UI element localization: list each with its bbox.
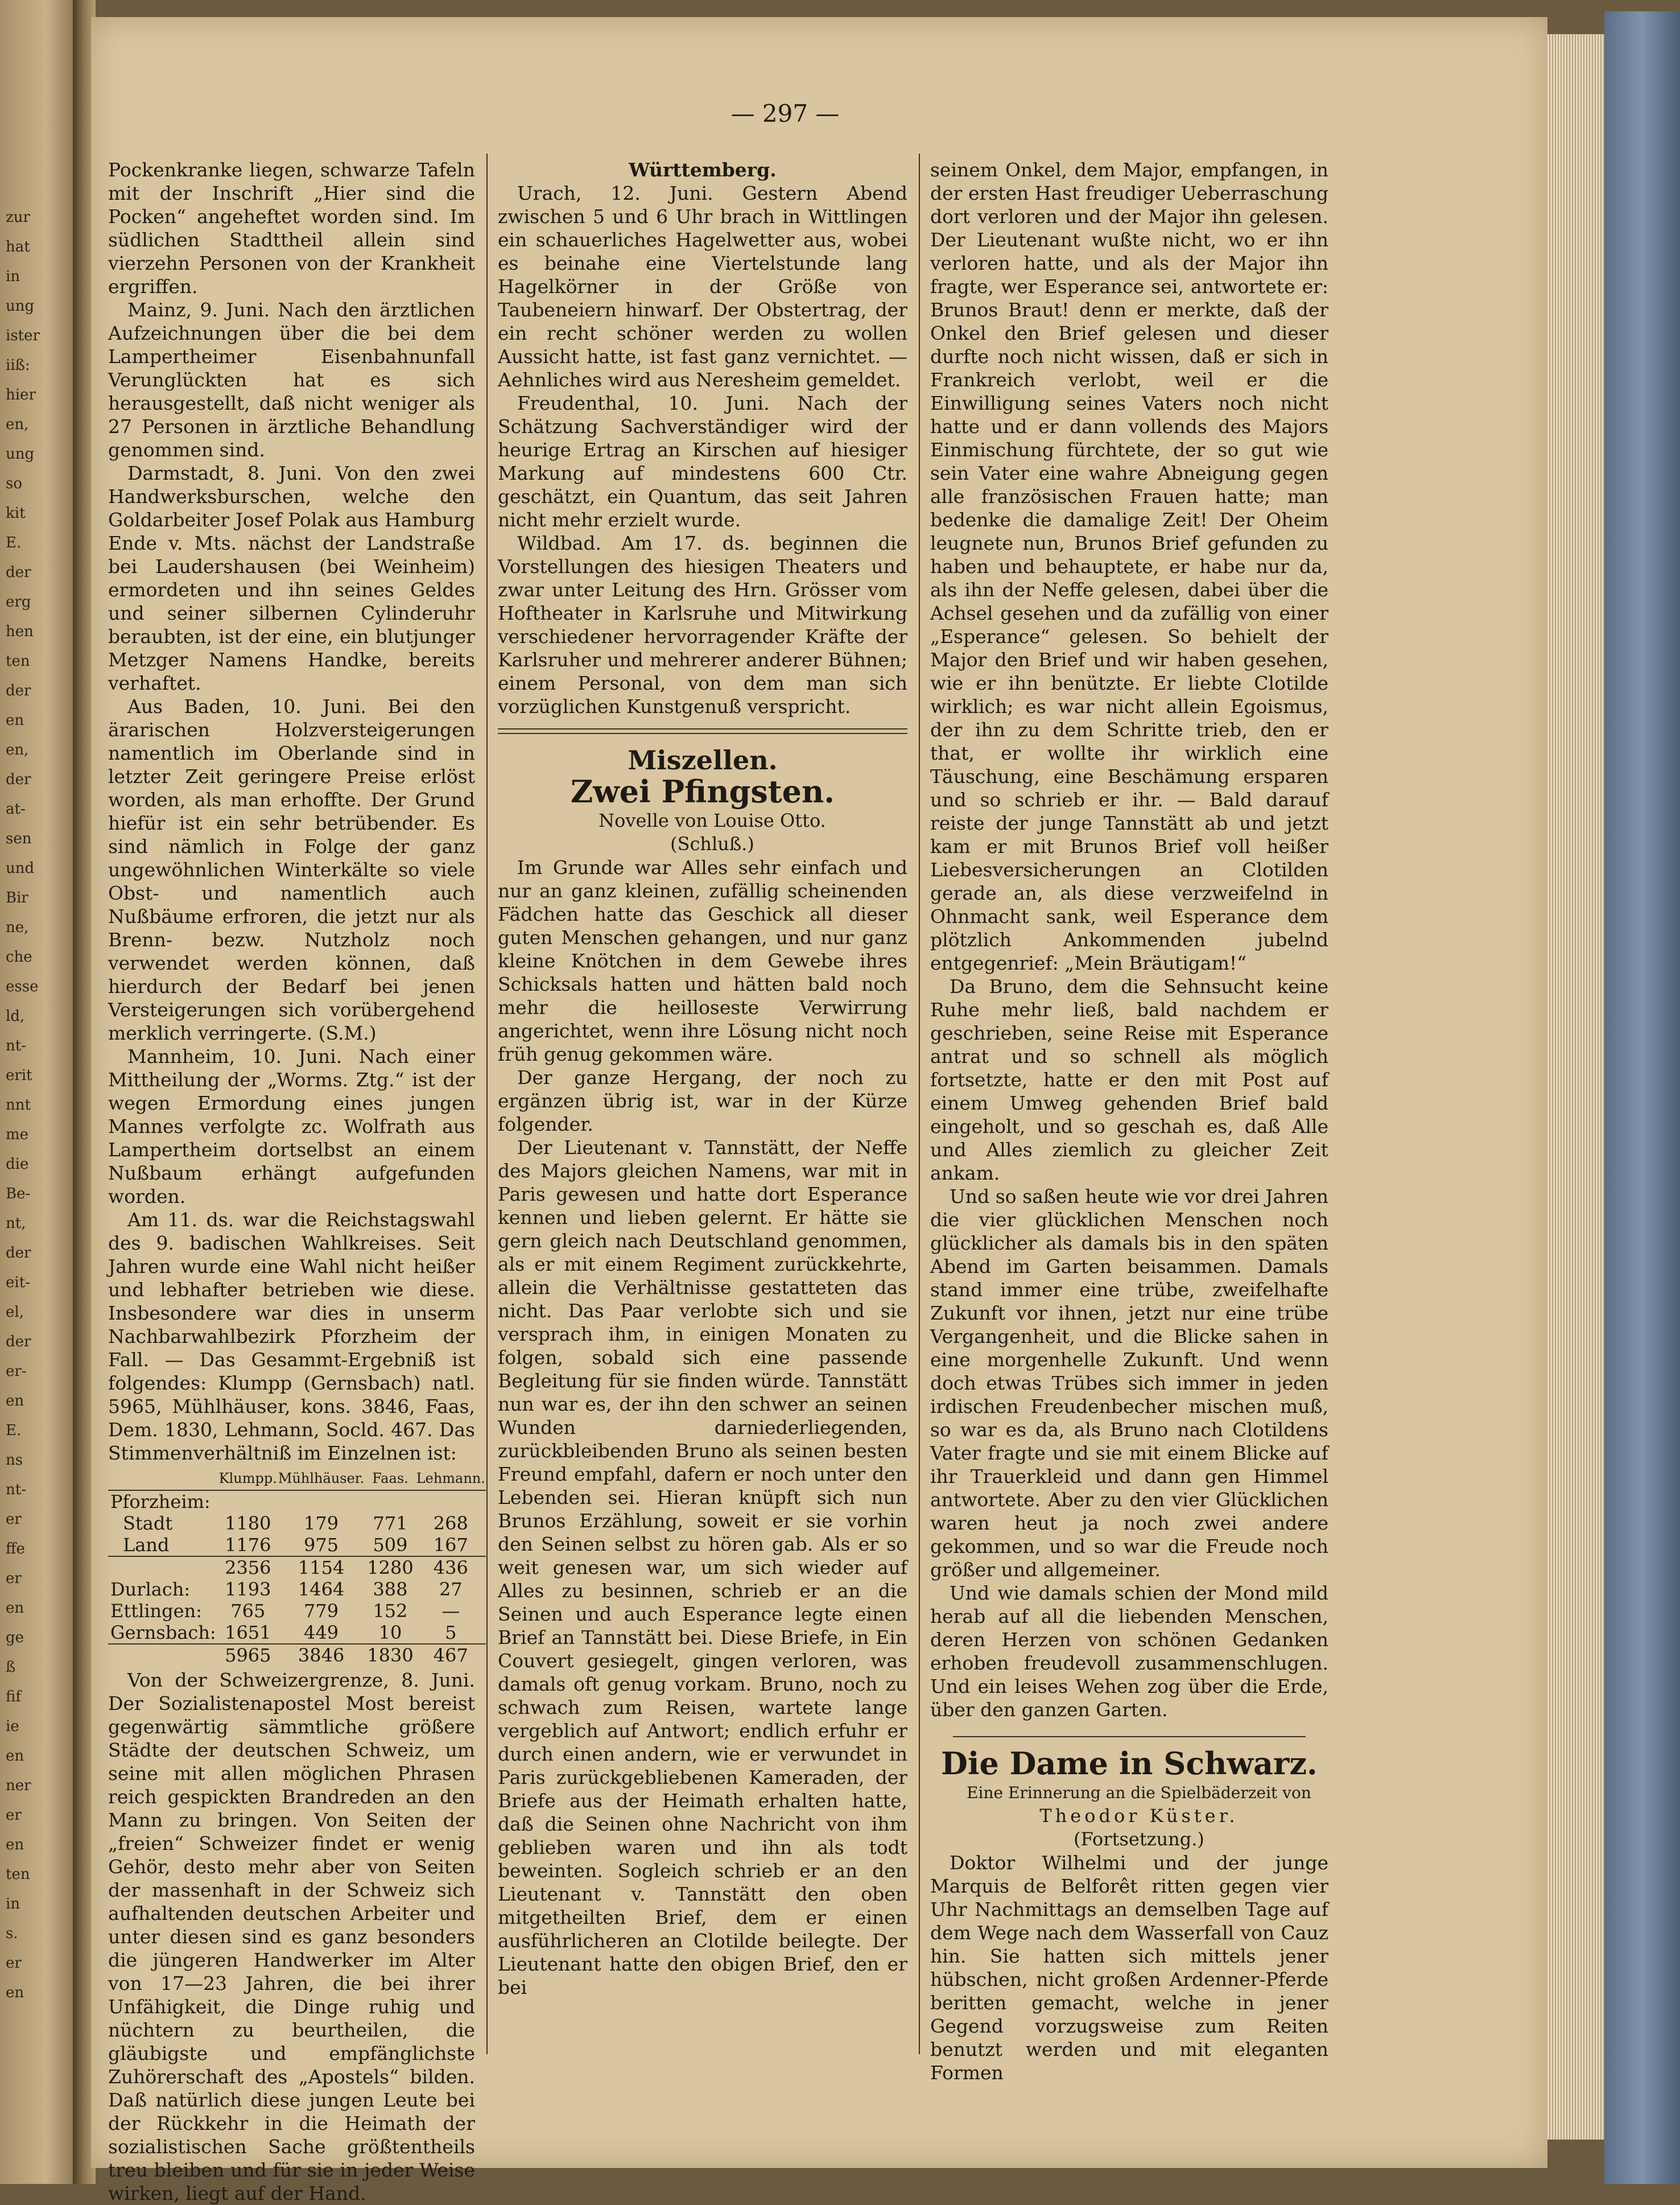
story-note: (Fortsetzung.) [1074, 1828, 1204, 1850]
margin-fragment: ld, [6, 1008, 25, 1025]
table-row-subtotal [108, 1556, 486, 1578]
story-subtitle: Eine Erinnerung an die Spielbäderzeit von [967, 1783, 1311, 1802]
row-label: Stadt [123, 1512, 173, 1534]
table-cell: 152 [373, 1600, 408, 1622]
margin-fragment: en, [6, 741, 29, 759]
table-cell: 2356 [218, 1556, 278, 1578]
previous-page-edge [0, 0, 77, 2184]
margin-fragment: erg [6, 594, 31, 611]
margin-fragment: nnt [6, 1097, 31, 1114]
table-header: Lehmann. [416, 1467, 486, 1490]
margin-fragment: die [6, 1156, 29, 1173]
table-row [108, 1600, 486, 1622]
margin-fragment: E. [6, 534, 22, 551]
section-title: Miszellen. [628, 745, 778, 776]
margin-fragment: ge [6, 1629, 24, 1646]
table-cell: 1830 [365, 1644, 415, 1666]
margin-fragment: Be- [6, 1185, 31, 1202]
margin-fragment: E. [6, 1422, 22, 1439]
margin-fragment: der [6, 682, 31, 699]
story-title: Zwei Pfingsten. [570, 773, 835, 810]
story-divider [953, 1736, 1306, 1737]
table-cell: — [441, 1600, 460, 1622]
table-cell: 449 [304, 1622, 339, 1643]
paragraph: Wildbad. Am 17. ds. beginnen die Vorstellungen des hiesigen Theaters und zwar unter Leitung des Hrn. Grösser vom Hoftheater in Karlsruhe und Mitwirkung verschiedener hervorragender Kräfte der Karlsruher und mehrerer anderer Bühnen; einem Personal, von dem man sich vorzüglichen Kunstgenuß verspricht. [498, 532, 907, 718]
table-cell: 779 [304, 1600, 339, 1622]
table-cell: 27 [439, 1578, 463, 1600]
table-cell: 436 [416, 1556, 486, 1578]
paragraph: Der Lieutenant v. Tannstätt, der Neffe des Majors gleichen Namens, war mit in Paris gewesen und hatte dort Esperance kennen und lieben gelernt. Er hätte sie gern gleich nach Deutschland genommen, als er mit einem Regiment zurückkehrte, allein die Verhältnisse gestatteten das nicht. Das Paar verlobte sich und sie versprach ihm, in einigen Monaten zu folgen, sobald sich eine passende Begleitung für sie finden würde. Tannstätt nun war es, der ihn den schwer an seinen Wunden darniederliegenden, zurückbleibenden Bruno als seinen besten Freund empfahl, dafern er noch unter den Lebenden sei. Hieran knüpft sich nun Brunos Erzählung, soweit er sie vorhin den Seinen selbst zu hören gab. Als er so weit genesen war, um sich wieder auf Alles zu besinnen, schrieb er an die Seinen und auch Esperance legte einen Brief an Tannstätt bei. Diese Briefe, in Ein Couvert gesiegelt, gingen verloren, was damals oft genug vorkam. Bruno, noch zu schwach zum Reisen, wartete lange vergeblich auf Antwort; endlich erfuhr er durch einen andern, wie er verwundet in Paris zurückgebliebenen Kameraden, der Briefe aus der Heimath erhalten hatte, daß die Seinen ohne Nachricht von ihm geblieben waren und ihn als todt beweinten. Sogleich schrieb er an den Lieutenant v. Tannstätt den oben mitgetheilten Brief, dem er einen ausführlicheren an Clotilde beilegte. Der Lieutenant hatte den obigen Brief, den er bei [498, 1136, 907, 1998]
row-label: Durlach: [110, 1578, 191, 1600]
margin-fragment: en [6, 1392, 24, 1409]
table-cell: 268 [433, 1512, 468, 1534]
column-rule-left [486, 154, 488, 2054]
margin-fragment: hier [6, 386, 36, 403]
margin-fragment: ner [6, 1777, 31, 1794]
margin-fragment: er- [6, 1363, 27, 1380]
margin-fragment: ten [6, 1866, 30, 1883]
margin-fragment: at- [6, 801, 26, 818]
margin-fragment: s. [6, 1925, 18, 1942]
table-cell: 5965 [218, 1644, 278, 1666]
election-results-table [108, 1467, 486, 1666]
margin-fragment: en, [6, 416, 29, 433]
paragraph: seinem Onkel, dem Major, empfangen, in der ersten Hast freudiger Ueberraschung dort verloren und der Major ihn gelesen. Der Lieutenant wußte nicht, wo er ihn verloren hatte, und als der Major ihn fragte, wer Esperance sei, antwortete er: Brunos Braut! denn er merkte, daß der Onkel den Brief gelesen und dieser durfte noch nicht wissen, daß er sich in Frankreich verlobt, weil er die Einwilligung seines Vaters noch nicht hatte und er dann vollends des Majors Einmischung fürchtete, der so gut wie sein Vater eine wahre Abneigung gegen alle französischen Frauen hatte; man bedenke die damalige Zeit! Der Oheim leugnete nun, Brunos Brief gefunden zu haben und behauptete, er habe nur da, als ihn der Neffe gelesen, dabei über die Achsel gesehen und da zufällig von einer „Esperance“ gelesen. So behielt der Major den Brief und wir haben gesehen, wie er ihn benützte. Er liebte Clotilde wirklich; es war nicht allein Egoismus, der ihn zu dem Schritte trieb, den er that, er wollte ihr wirklich eine Täuschung, eine Beschämung ersparen und so schrieb er ihr. — Bald darauf reiste der junge Tannstätt ab und jetzt kam er mit Brunos Brief voll heißer Liebesversicherungen an Clotilden gerade an, als diese verzweifelnd in Ohnmacht sank, weil Esperance dem plötzlich Ankommenden jubelnd entgegenrief: „Mein Bräutigam!“ [930, 159, 1328, 974]
page-block-edges [1547, 34, 1610, 2140]
column-2 [498, 158, 907, 1999]
table-row [108, 1622, 486, 1644]
table-cell: 1154 [278, 1556, 365, 1578]
margin-fragment: ung [6, 446, 35, 463]
table-header [108, 1467, 218, 1490]
margin-fragment: iiß: [6, 357, 30, 374]
margin-fragment: kit [6, 505, 26, 522]
newspaper-page [91, 17, 1547, 2204]
margin-fragment: sen [6, 830, 32, 847]
margin-fragment: ung [6, 298, 35, 315]
table-cell: 1180 [225, 1512, 271, 1534]
table-cell: 167 [433, 1534, 468, 1556]
table-cell: 1651 [225, 1622, 271, 1643]
paragraph: Am 11. ds. war die Reichstagswahl des 9. badischen Wahlkreises. Seit Jahren wurde eine Wahl nicht heißer und lebhafter betrieben wie diese. Insbesondere war dies in unserm Nachbarwahlbezirk Pforzheim der Fall. — Das Gesammt-Ergebniß ist folgendes: Klumpp (Gernsbach) natl. 5965, Mühlhäuser, kons. 3846, Faas, Dem. 1830, Lehmann, Socld. 467. Das Stimmenverhältniß im Einzelnen ist: [108, 1209, 475, 1464]
margin-fragment: der [6, 1244, 31, 1262]
row-label [108, 1556, 218, 1578]
margin-fragment: er [6, 1955, 22, 1972]
margin-fragment: zur [6, 209, 30, 226]
table-cell: 1193 [225, 1578, 271, 1600]
margin-fragment: er [6, 1511, 22, 1528]
table-row [108, 1512, 486, 1534]
margin-fragment: erit [6, 1067, 32, 1084]
margin-fragment: ß [6, 1659, 16, 1676]
margin-fragment: ie [6, 1718, 19, 1735]
table-cell: 5 [445, 1622, 457, 1643]
margin-fragment: en [6, 1600, 24, 1617]
page-number: — 297 — [730, 100, 840, 127]
margin-fragment: in [6, 268, 20, 285]
margin-fragment: nt, [6, 1215, 26, 1232]
row-label: Land [123, 1534, 170, 1556]
margin-fragment: me [6, 1126, 29, 1143]
story-author: Theodor Küster. [1039, 1805, 1239, 1827]
story-note: (Schluß.) [670, 833, 754, 855]
book-cover-edge [1604, 11, 1680, 2184]
table-cell: 765 [230, 1600, 266, 1622]
margin-fragment: so [6, 475, 22, 492]
paragraph: Pockenkranke liegen, schwarze Tafeln mit der Inschrift „Hier sind die Pocken“ angeheftet worden sind. Im südlichen Stadttheil allein sind vierzehn Personen von der Krankheit ergriffen. [108, 159, 475, 298]
table-cell: 1176 [225, 1534, 271, 1556]
margin-fragment: esse [6, 978, 39, 995]
table-cell: 1464 [298, 1578, 345, 1600]
table-header: Mühlhäuser. [278, 1467, 365, 1490]
margin-fragment: en [6, 1836, 24, 1853]
margin-fragment: ns [6, 1452, 23, 1469]
table-header: Klumpp. [218, 1467, 278, 1490]
column-rule-right [919, 154, 920, 2054]
margin-fragment: der [6, 771, 31, 788]
margin-fragment: der [6, 564, 31, 581]
margin-fragment: che [6, 949, 32, 966]
table-cell: 1280 [365, 1556, 415, 1578]
table-cell: 179 [304, 1512, 339, 1534]
paragraph: Freudenthal, 10. Juni. Nach der Schätzung Sachverständiger wird der heurige Ertrag an Kirschen auf hiesiger Markung auf mindestens 600 Ctr. geschätzt, ein Quantum, das seit Jahren nicht mehr erzielt wurde. [498, 392, 907, 531]
margin-fragment: und [6, 860, 35, 877]
paragraph: Von der Schweizergrenze, 8. Juni. Der Sozialistenapostel Most bereist gegenwärtig sämmtliche größere Städte der deutschen Schweiz, um seine mit allen möglichen Phrasen reich gespickten Brandreden an den Mann zu bringen. Von Seiten der „freien“ Schweizer findet er wenig Gehör, desto mehr aber von Seiten der massenhaft in der Schweiz sich aufhaltenden deutschen Arbeiter und unter diesen sind es ganz besonders die jüngeren Handwerker im Alter von 17—23 Jahren, die bei ihrer Unfähigkeit, die Dinge ruhig und nüchtern zu beurtheilen, die gläubigste und empfänglichste Zuhörerschaft des „Apostels“ bilden. Daß natürlich diese jungen Leute bei der Rückkehr in die Heimath der sozialistischen Sache größtentheils treu bleiben und für sie in jeder Weise wirken, liegt auf der Hand. [108, 1669, 475, 2204]
margin-fragment: nt- [6, 1481, 26, 1498]
margin-fragment: en [6, 712, 24, 729]
margin-fragment: er [6, 1807, 22, 1824]
margin-fragment: el, [6, 1304, 24, 1321]
paragraph: Urach, 12. Juni. Gestern Abend zwischen 5 und 6 Uhr brach in Wittlingen ein schauerliches Hagelwetter aus, wobei es beinahe eine Viertelstunde lang Hagelkörner in der Größe von Taubeneiern hinwarf. Der Obstertrag, der ein recht schöner werden zu wollen Aussicht hatte, ist fast ganz vernichtet. — Aehnliches wird aus Neresheim gemeldet. [498, 182, 907, 391]
margin-fragment: eit- [6, 1274, 30, 1291]
margin-fragment: en [6, 1984, 24, 2001]
table-cell: 3846 [278, 1644, 365, 1666]
margin-fragment: en [6, 1747, 24, 1765]
story-author: Novelle von Louise Otto. [598, 810, 826, 831]
paragraph: Da Bruno, dem die Sehnsucht keine Ruhe mehr ließ, bald nachdem er geschrieben, seine Reise mit Esperance antrat und so schnell als möglich fortsetzte, hatte er den mit Post auf einem Umweg gehenden Brief bald eingeholt, und so geschah es, daß Alle und Alles ziemlich zu gleicher Zeit ankam. [930, 975, 1328, 1184]
margin-fragment: nt- [6, 1037, 26, 1054]
paragraph: Mannheim, 10. Juni. Nach einer Mittheilung der „Worms. Ztg.“ ist der wegen Ermordung eines jungen Mannes verfolgte zc. Wolfrath aus Lampertheim dortselbst an einem Nußbaum erhängt aufgefunden worden. [108, 1045, 475, 1207]
margin-fragment: er [6, 1570, 22, 1587]
margin-fragment: hat [6, 238, 30, 255]
margin-fragment: ne, [6, 919, 29, 936]
table-cell: 509 [373, 1534, 408, 1556]
margin-fragment: der [6, 1333, 31, 1350]
table-cell: 10 [378, 1622, 402, 1643]
margin-fragment: Bir [6, 889, 28, 906]
story-title: Die Dame in Schwarz. [941, 1745, 1318, 1782]
table-header: Faas. [365, 1467, 415, 1490]
section-heading: Württemberg. [629, 159, 777, 181]
row-label: Gernsbach: [110, 1622, 216, 1643]
table-cell: 771 [373, 1512, 408, 1534]
paragraph: Der ganze Hergang, der noch zu ergänzen übrig ist, war in der Kürze folgender. [498, 1066, 907, 1135]
paragraph: Darmstadt, 8. Juni. Von den zwei Handwerksburschen, welche den Goldarbeiter Josef Polak aus Hamburg Ende v. Mts. nächst der Landstraße bei Laudershausen (bei Weinheim) ermordeten und ihn seines Geldes und seiner silbernen Cylinderuhr beraubten, ist der eine, ein blutjunger Metzger Namens Handke, bereits verhaftet. [108, 462, 475, 694]
table-cell: 975 [304, 1534, 339, 1556]
margin-fragment: ister [6, 327, 40, 344]
table-row [108, 1534, 486, 1556]
margin-fragment: hen [6, 623, 34, 640]
paragraph: Aus Baden, 10. Juni. Bei den ärarischen Holzversteigerungen namentlich im Oberlande sind in letzter Zeit geringere Preise erlöst worden, als man erhoffte. Der Grund hiefür ist ein sehr betrübender. Es sind nämlich in Folge der ganz ungewöhnlichen Winterkälte so viele Obst- und namentlich auch Nußbäume erfroren, die jetzt nur als Brenn- bezw. Nutzholz noch verwendet werden können, daß hierdurch der Bedarf bei jenen Versteigerungen sich vorübergehend merklich verringerte. (S.M.) [108, 695, 475, 1044]
column-3 [930, 158, 1328, 2084]
table-group-label: Pforzheim: [110, 1491, 210, 1512]
margin-fragment: fif [6, 1688, 21, 1705]
paragraph: Und wie damals schien der Mond mild herab auf all die liebenden Menschen, deren Herzen von schönen Gedanken erhoben freudevoll zusammenschlugen. Und ein leises Wehen zog über die Erde, über den ganzen Garten. [930, 1582, 1328, 1721]
margin-fragment: ffe [6, 1540, 25, 1557]
column-1 [108, 158, 485, 2205]
paragraph: Mainz, 9. Juni. Nach den ärztlichen Aufzeichnungen über die bei dem Lampertheimer Eisenbahnunfall Verunglückten hat es sich herausgestellt, daß nicht weniger als 27 Personen in ärztliche Behandlung genommen sind. [108, 299, 475, 461]
paragraph: Und so saßen heute wie vor drei Jahren die vier glücklichen Menschen noch glücklicher als damals bis in den späten Abend im Garten beisammen. Damals stand immer eine trübe, zweifelhafte Zukunft vor ihnen, jetzt nur eine trübe Vergangenheit, und die Blicke sahen in eine morgenhelle Zukunft. Und wenn doch etwas Trübes sich immer in jeden irdischen Freudenbecher mischen muß, so war es da, als Bruno nach Clotildens Vater fragte und sie mit einem Blicke auf ihr Trauerkleid und dann gen Himmel antwortete. Aber zu den vier Glücklichen waren heut ja noch zwei andere gekommen, und so war die Freude noch größer und allgemeiner. [930, 1185, 1328, 1581]
paragraph: Im Grunde war Alles sehr einfach und nur an ganz kleinen, zufällig scheinenden Fädchen hatte das Geschick all dieser guten Menschen gehangen, und nur ganz kleine Knötchen in dem Gewebe ihres Schicksals hatten und hätten bald noch mehr die heilloseste Verwirrung angerichtet, wenn ihre Lösung nicht noch früh genug gekommen wäre. [498, 856, 907, 1065]
table-cell: 467 [416, 1644, 486, 1666]
table-row-total [108, 1644, 486, 1666]
table-row [108, 1578, 486, 1600]
margin-fragment: in [6, 1895, 20, 1913]
table-cell: 388 [373, 1578, 408, 1600]
paragraph: Doktor Wilhelmi und der junge Marquis de Belforêt ritten gegen vier Uhr Nachmittags an demselben Tage auf dem Wege nach dem Wasserfall von Cauz hin. Sie hatten sich mittels jener hübschen, nicht großen Ardenner-Pferde beritten gemacht, welche in jener Gegend vorzugsweise zum Reiten benutzt werden und mit eleganten Formen [930, 1852, 1328, 2084]
row-label: Ettlingen: [110, 1600, 202, 1622]
row-label [108, 1644, 218, 1666]
margin-fragment: ten [6, 653, 30, 670]
section-divider [498, 728, 907, 734]
